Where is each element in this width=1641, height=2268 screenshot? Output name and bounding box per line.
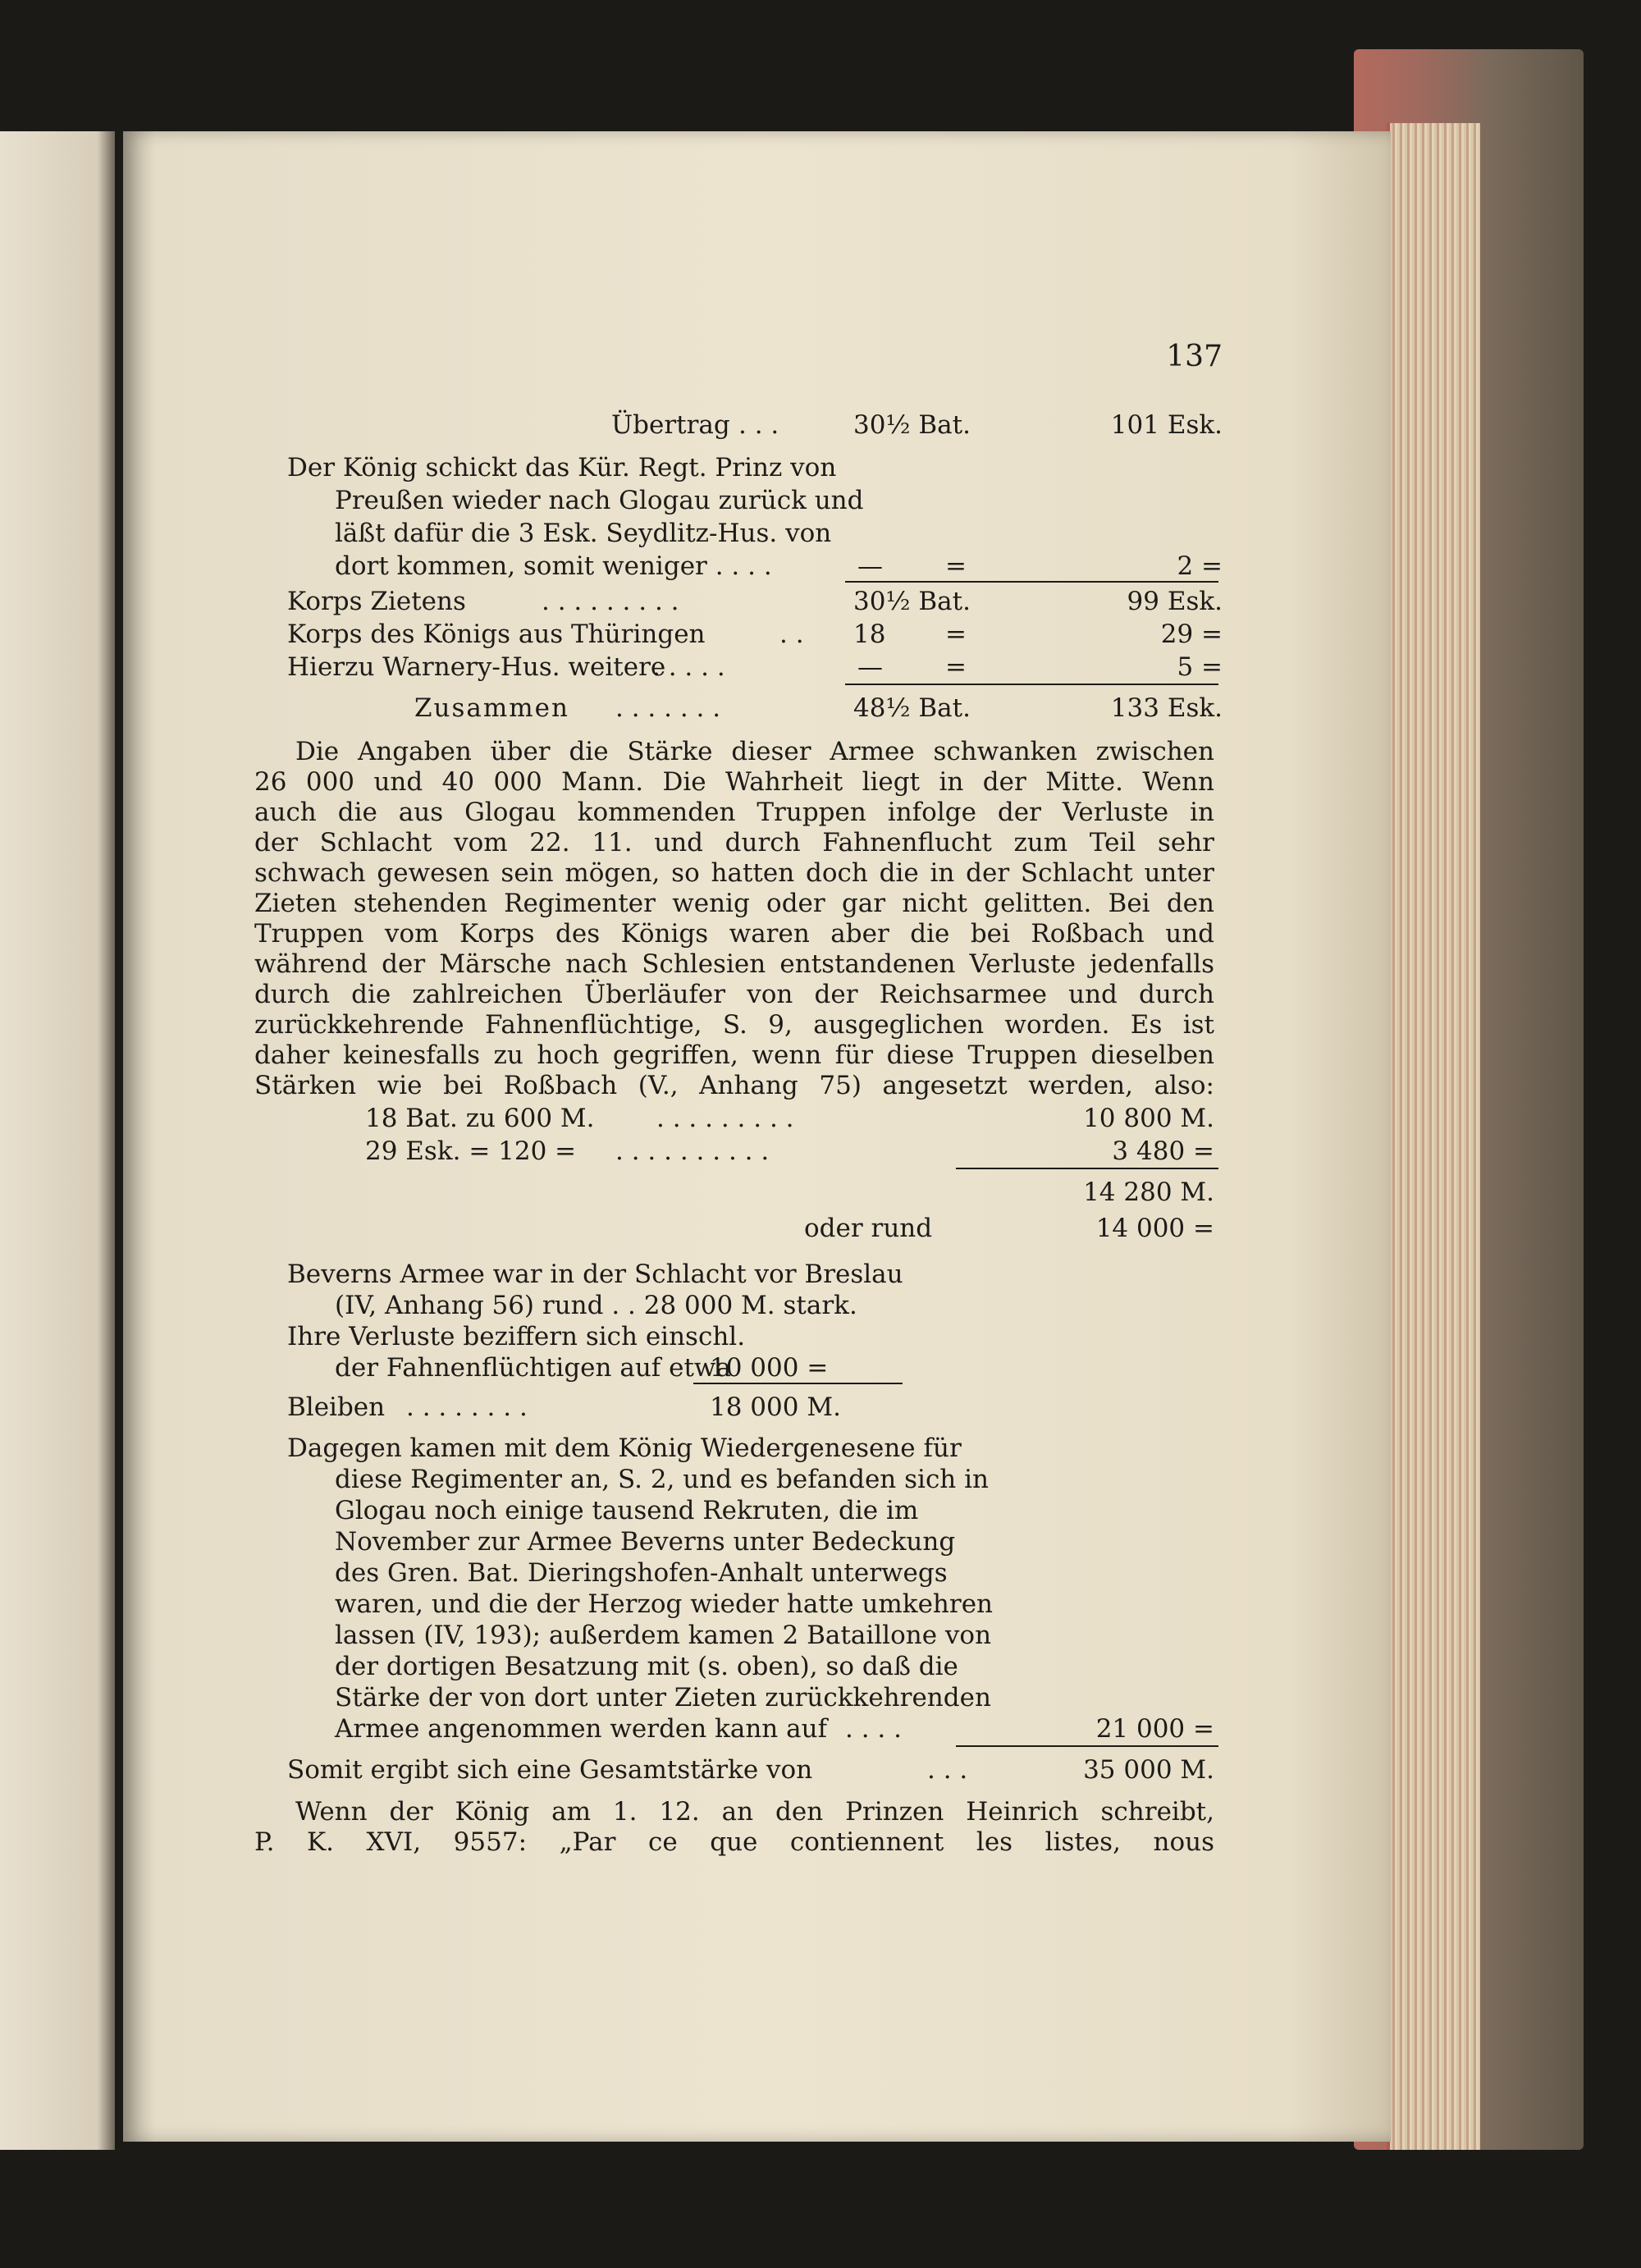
text-line: durch die zahlreichen Überläufer von der Reichsarmee und durch	[254, 980, 1214, 1009]
text-line: schwach gewesen sein mögen, so hatten doch die in der Schlacht unter	[254, 858, 1214, 888]
carry-bat: 30½ Bat.	[853, 410, 971, 440]
rule	[845, 684, 1218, 685]
note-line: läßt dafür die 3 Esk. Seydlitz-Hus. von	[335, 519, 832, 548]
note-ditto: =	[945, 551, 967, 581]
carry-esk: 101 Esk.	[1110, 410, 1223, 440]
text-line: während der Märsche nach Schlesien entstandenen Verluste jedenfalls	[254, 949, 1214, 979]
calc-value: 10 800 M.	[1083, 1104, 1214, 1133]
text-line: Zieten stehenden Regimenter wenig oder gar nicht gelitten. Bei den	[254, 889, 1214, 918]
carry-dots: . . .	[738, 410, 779, 440]
total-dots: . . . . . . .	[615, 693, 721, 723]
closing-paragraph	[254, 1797, 1214, 1858]
row-bat: —	[857, 652, 883, 682]
total-line: Somit ergibt sich eine Gesamtstärke von	[287, 1755, 813, 1785]
text-line: der Schlacht vom 22. 11. und durch Fahnenflucht zum Teil sehr	[254, 828, 1214, 857]
dagegen-line: November zur Armee Beverns unter Bedeckung	[335, 1527, 956, 1557]
remain-label: Bleiben	[287, 1392, 386, 1422]
text-line: 26 000 und 40 000 Mann. Die Wahrheit liegt in der Mitte. Wenn	[254, 767, 1214, 797]
bevern-line: der Fahnenflüchtigen auf etwa	[335, 1353, 731, 1383]
dagegen-line: Dagegen kamen mit dem König Wiedergenesene für	[287, 1434, 962, 1463]
total-label: Zusammen	[414, 693, 569, 723]
carry-label: Übertrag	[611, 410, 730, 440]
dagegen-line: waren, und die der Herzog wieder hatte umkehren	[335, 1589, 994, 1619]
note-line: dort kommen, somit weniger . . . .	[335, 551, 772, 581]
text-line: Die Angaben über die Stärke dieser Armee schwanken zwischen	[295, 737, 1214, 766]
bevern-value: 10 000 =	[710, 1353, 829, 1383]
row-esk: 5 =	[1177, 652, 1223, 682]
rule	[956, 1168, 1218, 1169]
dagegen-dots: . . . .	[845, 1714, 902, 1744]
bevern-line: (IV, Anhang 56) rund . . 28 000 M. stark.	[335, 1291, 857, 1320]
rule	[956, 1745, 1218, 1747]
page-number: 137	[1166, 340, 1223, 373]
bevern-line: Beverns Armee war in der Schlacht vor Breslau	[287, 1260, 903, 1289]
dagegen-line: Glogau noch einige tausend Rekruten, die im	[335, 1496, 919, 1525]
text-line: zurückkehrende Fahnenflüchtige, S. 9, ausgeglichen worden. Es ist	[254, 1010, 1214, 1040]
dagegen-line: Armee angenommen werden kann auf	[335, 1714, 828, 1744]
bevern-line: Ihre Verluste beziffern sich einschl.	[287, 1322, 746, 1351]
calc-sum: 14 280 M.	[1083, 1177, 1214, 1207]
calc-rounded-label: oder rund	[804, 1214, 933, 1243]
row-dots: . . . . .	[652, 652, 725, 682]
text-line: daher keinesfalls zu hoch gegriffen, wenn für diese Truppen dieselben	[254, 1040, 1214, 1070]
note-line: Der König schickt das Kür. Regt. Prinz von	[287, 453, 837, 482]
row-label: Korps Zietens	[287, 587, 466, 616]
calc-dots: . . . . . . . . . .	[615, 1136, 770, 1166]
row-dots: . . . . . . . . .	[542, 587, 679, 616]
text-line: Wenn der König am 1. 12. an den Prinzen Heinrich schreibt,	[295, 1797, 1214, 1827]
dagegen-line: lassen (IV, 193); außerdem kamen 2 Bataillone von	[335, 1621, 992, 1650]
total-esk: 133 Esk.	[1110, 693, 1223, 723]
row-dots: . .	[779, 620, 804, 649]
calc-rounded-value: 14 000 =	[1095, 1214, 1214, 1243]
text-line: auch die aus Glogau kommenden Truppen infolge der Verluste in	[254, 798, 1214, 827]
row-label: Hierzu Warnery-Hus. weitere	[287, 652, 666, 682]
note-bat: —	[857, 551, 883, 581]
dagegen-line: Stärke der von dort unter Zieten zurückkehrenden	[335, 1683, 991, 1712]
dagegen-line: der dortigen Besatzung mit (s. oben), so daß die	[335, 1652, 958, 1681]
calc-left: 18 Bat. zu 600 M.	[365, 1104, 595, 1133]
row-esk: 29 =	[1160, 620, 1223, 649]
total-line-dots: . . .	[927, 1755, 968, 1785]
dagegen-line: des Gren. Bat. Dieringshofen-Anhalt unterwegs	[335, 1558, 948, 1588]
text-line: Truppen vom Korps des Königs waren aber die bei Roßbach und	[254, 919, 1214, 949]
text-line: Stärken wie bei Roßbach (V., Anhang 75) angesetzt werden, also:	[254, 1071, 1214, 1100]
note-line: Preußen wieder nach Glogau zurück und	[335, 486, 864, 515]
row-label: Korps des Königs aus Thüringen	[287, 620, 706, 649]
remain-value: 18 000 M.	[710, 1392, 841, 1422]
row-ditto: =	[945, 652, 967, 682]
calc-value: 3 480 =	[1112, 1136, 1214, 1166]
page-content	[123, 0, 1641, 2268]
calc-dots: . . . . . . . . .	[656, 1104, 794, 1133]
calc-left: 29 Esk. = 120 =	[365, 1136, 577, 1166]
row-bat: 18	[853, 620, 886, 649]
total-line-value: 35 000 M.	[1083, 1755, 1214, 1785]
row-esk: 99 Esk.	[1127, 587, 1223, 616]
paragraph	[254, 737, 1214, 1101]
left-page	[0, 131, 115, 2150]
text-line: P. K. XVI, 9557: „Par ce que contiennent les listes, nous	[254, 1827, 1214, 1857]
total-bat: 48½ Bat.	[853, 693, 971, 723]
rule	[693, 1383, 903, 1384]
dagegen-value: 21 000 =	[1095, 1714, 1214, 1744]
row-ditto: =	[945, 620, 967, 649]
remain-dots: . . . . . . . .	[406, 1392, 528, 1422]
rule	[845, 581, 1218, 583]
dagegen-line: diese Regimenter an, S. 2, und es befanden sich in	[335, 1465, 990, 1494]
note-esk: 2 =	[1177, 551, 1223, 581]
row-bat: 30½ Bat.	[853, 587, 971, 616]
